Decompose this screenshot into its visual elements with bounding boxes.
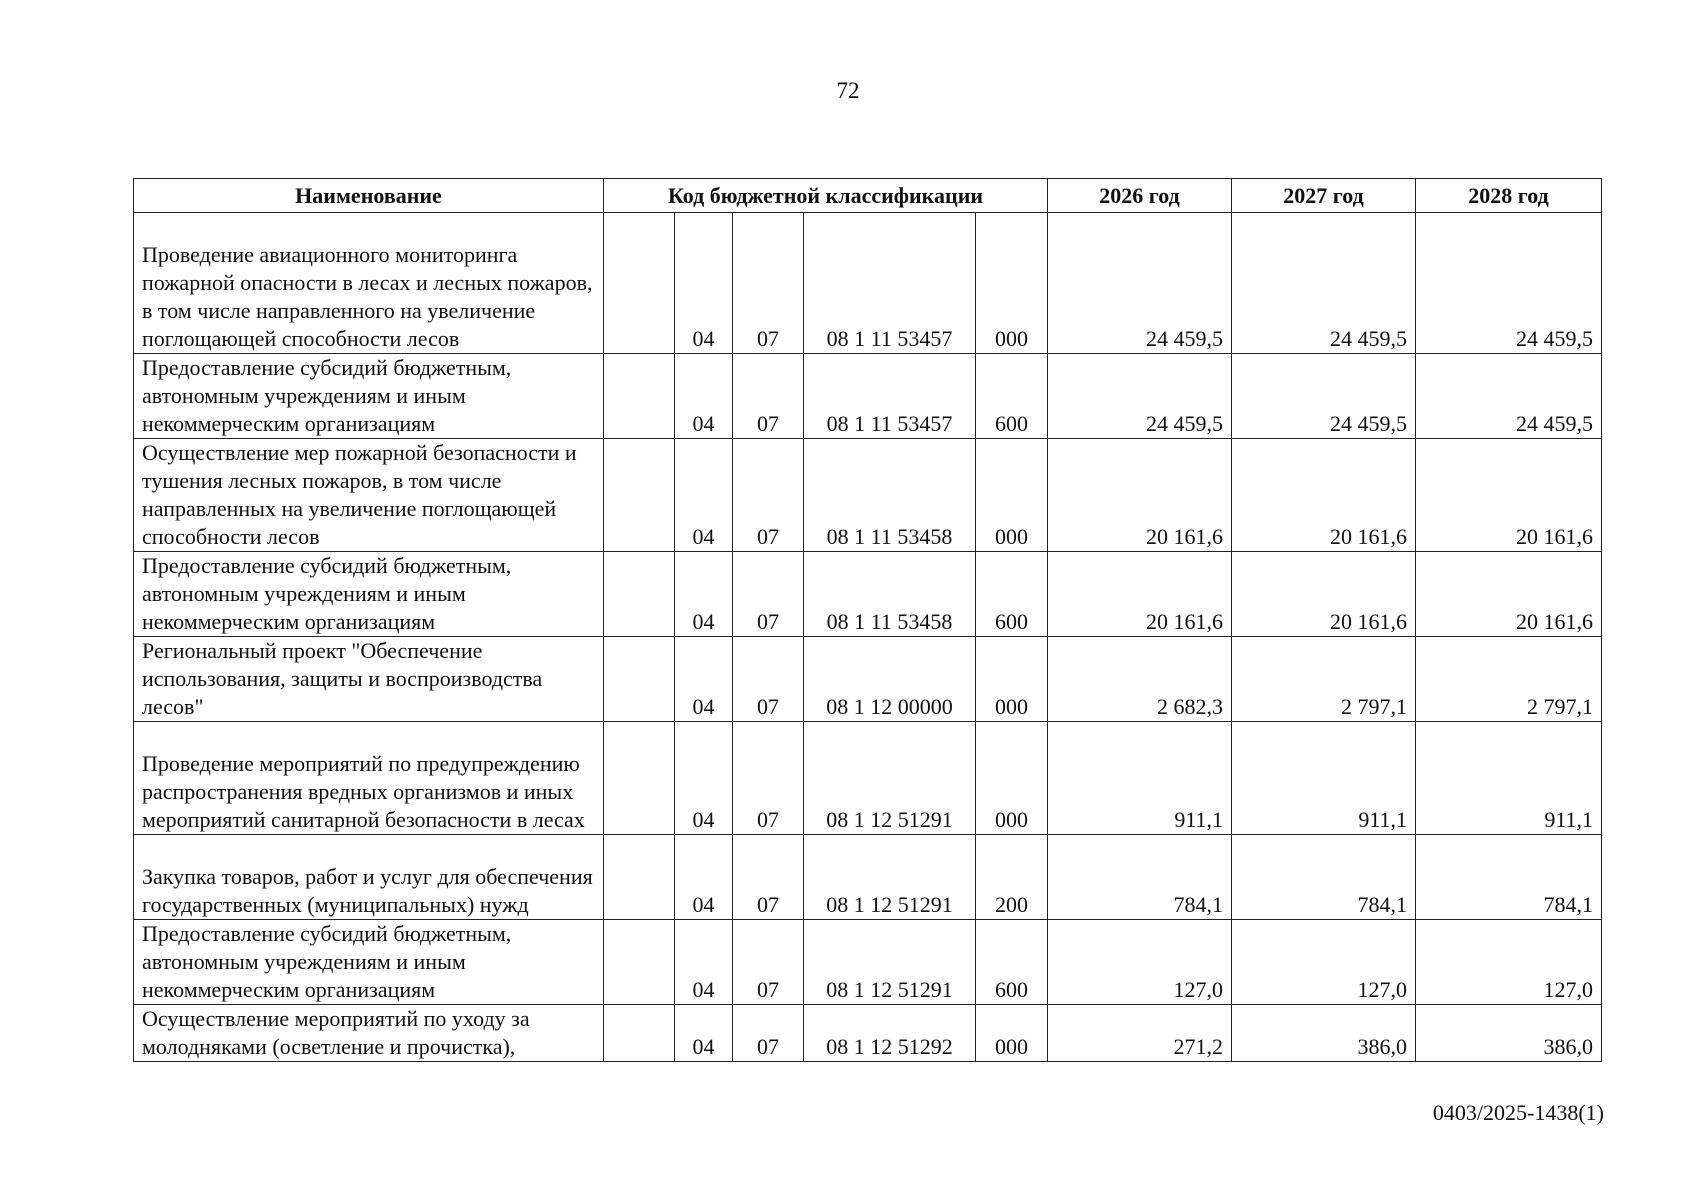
row-target-article: 08 1 11 53457 <box>804 213 976 354</box>
row-subsection: 07 <box>733 637 804 722</box>
row-blank <box>604 637 675 722</box>
row-blank <box>604 722 675 835</box>
row-section: 04 <box>675 439 733 552</box>
table-row <box>134 354 1602 439</box>
row-amount-2027: 127,0 <box>1232 920 1416 1005</box>
table-row <box>134 439 1602 552</box>
row-target-article: 08 1 12 51291 <box>804 920 976 1005</box>
row-expense-type: 000 <box>976 213 1048 354</box>
row-amount-2027: 24 459,5 <box>1232 213 1416 354</box>
row-target-article: 08 1 11 53458 <box>804 439 976 552</box>
table-header-row <box>134 179 1602 213</box>
row-name: Предоставление субсидий бюджетным, автономным учреждениям и иным некоммерческим организациям <box>134 552 604 637</box>
row-amount-2026: 2 682,3 <box>1048 637 1232 722</box>
budget-table <box>133 178 1602 1062</box>
row-section: 04 <box>675 552 733 637</box>
row-blank <box>604 1005 675 1062</box>
row-amount-2026: 127,0 <box>1048 920 1232 1005</box>
row-amount-2028: 20 161,6 <box>1416 439 1602 552</box>
row-name: Осуществление мер пожарной безопасности и тушения лесных пожаров, в том числе направленных на увеличение поглощающей способности лесов <box>134 439 604 552</box>
row-blank <box>604 920 675 1005</box>
table-row <box>134 552 1602 637</box>
document-code: 0403/2025-1438(1) <box>1432 1100 1604 1125</box>
row-blank <box>604 439 675 552</box>
row-amount-2027: 911,1 <box>1232 722 1416 835</box>
table-row <box>134 722 1602 835</box>
page-number: 72 <box>836 78 860 103</box>
header-2027: 2027 год <box>1232 179 1416 213</box>
row-blank <box>604 213 675 354</box>
header-2026: 2026 год <box>1048 179 1232 213</box>
table-row <box>134 213 1602 354</box>
row-expense-type: 600 <box>976 354 1048 439</box>
row-target-article: 08 1 11 53458 <box>804 552 976 637</box>
row-amount-2027: 20 161,6 <box>1232 439 1416 552</box>
row-name: Региональный проект "Обеспечение использования, защиты и воспроизводства лесов" <box>134 637 604 722</box>
row-amount-2028: 127,0 <box>1416 920 1602 1005</box>
row-amount-2027: 2 797,1 <box>1232 637 1416 722</box>
row-amount-2027: 24 459,5 <box>1232 354 1416 439</box>
row-subsection: 07 <box>733 722 804 835</box>
table-row <box>134 637 1602 722</box>
row-expense-type: 600 <box>976 552 1048 637</box>
row-amount-2026: 911,1 <box>1048 722 1232 835</box>
row-expense-type: 000 <box>976 1005 1048 1062</box>
row-amount-2028: 2 797,1 <box>1416 637 1602 722</box>
row-subsection: 07 <box>733 1005 804 1062</box>
row-target-article: 08 1 12 51291 <box>804 722 976 835</box>
row-amount-2026: 784,1 <box>1048 835 1232 920</box>
row-name: Осуществление мероприятий по уходу за молодняками (осветление и прочистка), <box>134 1005 604 1062</box>
row-expense-type: 200 <box>976 835 1048 920</box>
row-amount-2028: 20 161,6 <box>1416 552 1602 637</box>
row-amount-2026: 20 161,6 <box>1048 439 1232 552</box>
row-section: 04 <box>675 354 733 439</box>
row-name: Предоставление субсидий бюджетным, автономным учреждениям и иным некоммерческим организациям <box>134 354 604 439</box>
row-target-article: 08 1 11 53457 <box>804 354 976 439</box>
row-name: Проведение мероприятий по предупреждению распространения вредных организмов и иных мероприятий санитарной безопасности в лесах <box>134 722 604 835</box>
row-subsection: 07 <box>733 354 804 439</box>
row-expense-type: 000 <box>976 722 1048 835</box>
row-section: 04 <box>675 637 733 722</box>
table-row <box>134 835 1602 920</box>
row-amount-2026: 24 459,5 <box>1048 213 1232 354</box>
row-amount-2026: 271,2 <box>1048 1005 1232 1062</box>
row-subsection: 07 <box>733 920 804 1005</box>
row-amount-2028: 911,1 <box>1416 722 1602 835</box>
row-section: 04 <box>675 1005 733 1062</box>
row-amount-2027: 784,1 <box>1232 835 1416 920</box>
row-amount-2026: 24 459,5 <box>1048 354 1232 439</box>
header-2028: 2028 год <box>1416 179 1602 213</box>
table-row <box>134 920 1602 1005</box>
row-name: Закупка товаров, работ и услуг для обеспечения государственных (муниципальных) нужд <box>134 835 604 920</box>
row-amount-2027: 20 161,6 <box>1232 552 1416 637</box>
row-name: Предоставление субсидий бюджетным, автономным учреждениям и иным некоммерческим организациям <box>134 920 604 1005</box>
row-section: 04 <box>675 213 733 354</box>
row-expense-type: 600 <box>976 920 1048 1005</box>
row-blank <box>604 354 675 439</box>
row-target-article: 08 1 12 00000 <box>804 637 976 722</box>
row-subsection: 07 <box>733 835 804 920</box>
row-amount-2028: 24 459,5 <box>1416 213 1602 354</box>
row-blank <box>604 835 675 920</box>
header-name: Наименование <box>134 179 604 213</box>
row-expense-type: 000 <box>976 637 1048 722</box>
row-amount-2028: 24 459,5 <box>1416 354 1602 439</box>
row-name: Проведение авиационного мониторинга пожарной опасности в лесах и лесных пожаров, в том числе направленного на увеличение поглощающей способности лесов <box>134 213 604 354</box>
row-blank <box>604 552 675 637</box>
row-section: 04 <box>675 722 733 835</box>
row-expense-type: 000 <box>976 439 1048 552</box>
row-amount-2027: 386,0 <box>1232 1005 1416 1062</box>
row-subsection: 07 <box>733 552 804 637</box>
row-section: 04 <box>675 835 733 920</box>
table-row <box>134 1005 1602 1062</box>
row-subsection: 07 <box>733 213 804 354</box>
row-amount-2026: 20 161,6 <box>1048 552 1232 637</box>
row-subsection: 07 <box>733 439 804 552</box>
row-section: 04 <box>675 920 733 1005</box>
row-amount-2028: 784,1 <box>1416 835 1602 920</box>
row-target-article: 08 1 12 51292 <box>804 1005 976 1062</box>
header-code: Код бюджетной классификации <box>604 179 1048 213</box>
row-amount-2028: 386,0 <box>1416 1005 1602 1062</box>
row-target-article: 08 1 12 51291 <box>804 835 976 920</box>
